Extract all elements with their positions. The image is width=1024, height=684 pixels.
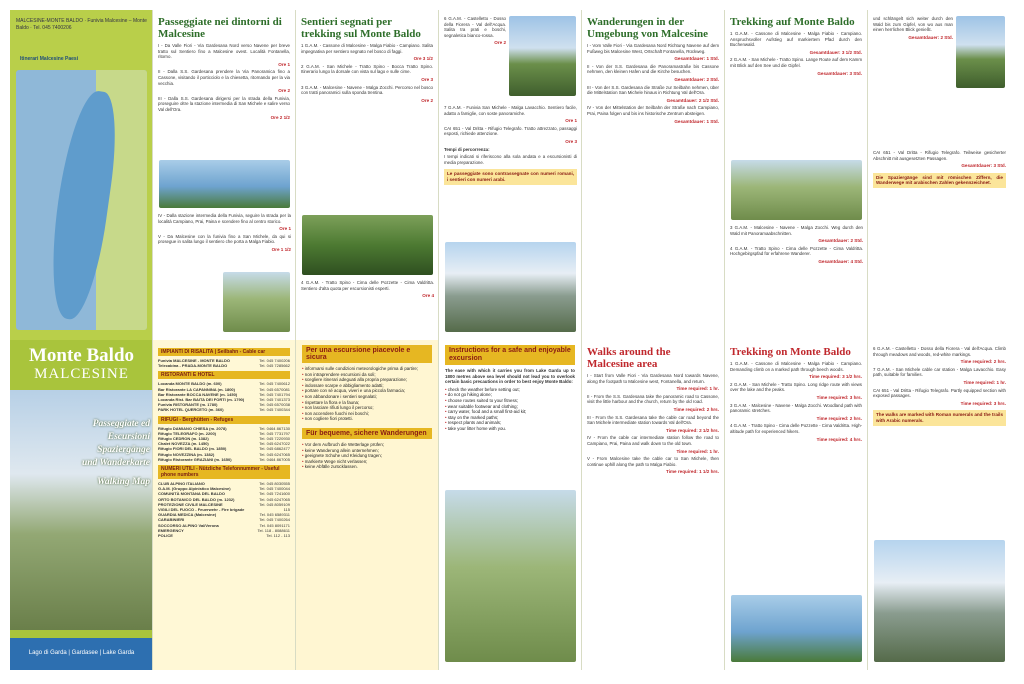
walk-text: III - From the S.S. Gardesana take the cable car road beyond the San Michele intermediate station towards Val dell'Ora. [587, 414, 719, 426]
section-head-lifts: IMPIANTI DI RISALITA | Seilbahn - Cable car [158, 348, 290, 356]
list-item: • check the weather before setting out; [445, 387, 575, 393]
list-item: • take your litter home with you. [445, 426, 575, 432]
walk-time: Time required: 1 hr. [676, 386, 719, 392]
contact-row [158, 533, 290, 538]
tips-text: I tempi indicati si riferiscono alla sola andata e a escursionisti di media preparazione. [444, 154, 577, 165]
map-caption: MALCESINE-MONTE BALDO · Funivia Malcesine – Monte Baldo · Tel. 045 7400206 [16, 18, 147, 31]
contact-name: PROTEZIONE CIVILE MALCESINE [158, 501, 223, 507]
walks-it-title: Passeggiate nei dintorni di Malcesine [158, 16, 282, 40]
trails-it-continued-lower [444, 105, 577, 185]
contact-name: CLUB ALPINO ITALIANO [158, 481, 205, 487]
trail-text: 4 G.A.M. - Tratto Spino - Cima delle Pozzette - Cima Valdritta. Sentiero d'alta quota per escursionisti esperti. [301, 280, 434, 291]
contact-phone: Tel. 045 7400344 [259, 407, 290, 413]
trail-text: und schlängelt sich weiter durch den Wald bis zum Gipfel, von wo aus man einen herrlichen Blick genießt. [873, 16, 953, 33]
walk-time: Time required: 1 1/2 hrs. [665, 469, 719, 475]
contact-row [158, 457, 290, 462]
trail-text: 3 G.A.M. - Malcesine - Navene - Malga Zocchi. Woodland path with panoramic stretches. [730, 402, 862, 414]
bottom-half [10, 340, 1014, 670]
trail-time: Gesamtdauer: 3 Std. [817, 70, 862, 76]
trail-time: Ore 3 [421, 76, 433, 82]
contact-name: Telecabina - PRADA-MONTE BALDO [158, 363, 228, 369]
walks-it-body [158, 43, 290, 120]
contact-name: Rifugio CEDRON (m. 1382) [158, 436, 209, 442]
list-item: • markierte Wege nicht verlassen; [302, 459, 432, 465]
trek-de-panel [725, 10, 868, 340]
trail-time: Gesamtdauer: 3 Std. [961, 163, 1006, 169]
walk-text: II - Dalla S.S. Gardesana prendere la Via Panoramica fino a Cassone, visitando il porticciolo e la chiesetta, ritornando per la via vecchia. [158, 69, 290, 86]
contact-phone: Tel. 045 6570038 [259, 402, 290, 408]
trail-time: Ore 4 [422, 293, 434, 299]
contact-phone: Tel. 112 - 113 [266, 533, 290, 539]
contact-phone: Tel. 045 6247065 [259, 451, 290, 457]
contacts-panel [153, 340, 296, 670]
section-head-numbers: NUMERI UTILI - Nützliche Telefonnummer - Useful phone numbers [158, 465, 290, 479]
contact-name: Bar Ristorante BOCCA NAVENE (m. 1450) [158, 391, 238, 397]
contact-phone: Tel. 118 - 8088611 [257, 527, 290, 533]
trail-text: 2 G.A.M. - San Michele - Tratto Spino. Long ridge route with views over the lake and the peaks. [730, 381, 862, 393]
trail-text: CAI 651 - Val Dritta - Rifugio Telegrafo. Teilweise gesicherter Abschnitt mit ausgesetzten Passagen. [873, 150, 1006, 161]
contact-name: Rifugio FIORI DEL BALDO (m. 1850) [158, 446, 227, 452]
contact-name: GUARDIA MEDICA (Malcesine) [158, 512, 217, 518]
walk-text: IV - From the cable car intermediate station follow the road to Campiano, Prai, Paina and walk down to the old town. [587, 435, 719, 446]
trail-text: CAI 651 - Val Dritta - Rifugio Telegrafo. Partly equipped section with exposed passages. [873, 387, 1006, 399]
walks-de-panel [582, 10, 725, 340]
walk-text: V - Da Malcesine con la funivia fino a San Michele, da qui si prosegue in salita lungo il sentiero che porta a Malga Fiabio. [158, 233, 291, 245]
summit-photo [956, 16, 1005, 88]
contact-name: COMUNITÀ MONTANA DEL BALDO [158, 491, 226, 497]
trail-time: Gesamtdauer: 4 Std. [818, 258, 863, 264]
list-item: • non abbandonare i sentieri segnalati; [302, 394, 432, 400]
numbers-list [158, 481, 290, 538]
contact-phone: Tel. 045 7220930 [259, 436, 290, 442]
trek-de-continued-lower [873, 150, 1006, 188]
contact-name: Funivia MALCESINE - MONTE BALDO [158, 358, 230, 363]
walk-text: I - Vom Valle Fiori - Via Gardesana Nord Richtung Navene auf dem Fußweg bis Malcesine West, Ortschaft Fontanella, Rückweg. [587, 43, 719, 54]
trail-time: Time required: 3 1/2 hrs. [808, 374, 862, 380]
trail-text: 4 G.A.M. - Tratto Spino - Cima delle Pozzette - Cima Valdritta. Hochgebirgspfad für erfahrene Wanderer. [730, 245, 863, 257]
list-item: • non cogliere fiori protetti. [302, 416, 432, 422]
walk-time: Ore 1 1/2 [271, 246, 291, 252]
walk-text: II - From the S.S. Gardesana take the panoramic road to Cassone, visit the little harbour and the church, return by the old road. [587, 393, 719, 405]
ridge-photo [874, 540, 1005, 662]
list-item: • carry water, food and a small first-aid kit; [445, 409, 575, 415]
trek-en-body [730, 361, 862, 442]
trek-de-continued-panel [868, 10, 1011, 340]
contact-phone: Tel. 045 8091171 [259, 522, 290, 528]
contact-phone: Tel. 045 8059109 [259, 501, 290, 507]
trail-time: Time required: 3 hrs. [816, 394, 862, 400]
list-item: • stay on the marked paths; [445, 415, 575, 421]
walks-de-title: Wanderungen in der Umgebung von Malcesine [587, 16, 708, 40]
trek-de-body-lower [730, 225, 863, 267]
walks-en-body [587, 373, 719, 475]
contact-name: G.A.M. (Gruppo Alpinistico Malcesine) [158, 486, 231, 492]
trails-it-body-lower [301, 280, 434, 301]
cover-line: Walking Map [97, 477, 150, 487]
trail-time: Gesamtdauer: 2 Std. [818, 238, 863, 244]
safety-it-list [302, 366, 432, 422]
trek-de-continued-body [873, 16, 953, 40]
trekkers-photo [731, 160, 862, 220]
list-item: • keine Wanderung allein unternehmen; [302, 448, 432, 454]
trek-en-title: Trekking on Monte Baldo [730, 346, 851, 358]
lake-photo [159, 160, 290, 208]
safety-it-title: Per una escursione piacevole e sicura [302, 345, 432, 363]
cover-subtitle: MALCESINE [34, 366, 129, 382]
mountain-photo [509, 16, 576, 96]
contact-phone: Tel. 045 7731797 [259, 430, 290, 436]
contact-name: ORTO BOTANICO DEL BALDO (m. 1232) [158, 496, 235, 502]
contact-phone: Tel. 045 7285662 [259, 363, 290, 369]
contact-name: Chalet NOVEZZA (m. 1450) [158, 441, 209, 447]
contact-name: POLICE [158, 533, 173, 539]
walk-time: Ore 1 [278, 61, 290, 67]
cover-line: Spaziergänge [97, 445, 150, 455]
walks-it-panel [153, 10, 296, 340]
contact-phone: Tel. 045 6570081 [259, 386, 290, 392]
trail-time: Time required: 3 hrs. [960, 400, 1006, 406]
trail-text: 6 G.A.M. - Castelletto - Dosso della Fiorera - Val dell'Acqua. Salita tra prati e boschi, segnaletica bianco-rossa. [444, 16, 506, 38]
map-route-label: Itinerari Malcesine Paesi [20, 56, 79, 62]
trek-de-title: Trekking auf Monte Baldo [730, 16, 855, 28]
safety-en-title: Instructions for a safe and enjoyable excursion [445, 345, 575, 365]
contact-name: Bar Ristorante LA CAPANNINA (m. 1800) [158, 386, 235, 392]
contact-phone: Tel. 045 7401373 [259, 397, 290, 403]
forest-photo [302, 215, 433, 275]
cover-footer: Lago di Garda | Gardasee | Lake Garda [10, 638, 153, 670]
lifts-list [158, 358, 290, 368]
map-panel [10, 10, 153, 340]
contact-phone: Tel. 045 6589311 [259, 512, 290, 518]
contact-row [158, 407, 290, 412]
cover-line: Passeggiate ed [92, 419, 150, 429]
walk-time: Time required: 2 hrs. [673, 406, 719, 412]
contact-phone: Tel. 045 7400612 [259, 381, 290, 387]
contact-name: PARK HOTEL QUERCETO (m. 360) [158, 407, 224, 413]
list-item: • keine Abfälle zurücklassen. [302, 464, 432, 470]
trails-it-panel [296, 10, 439, 340]
safety-de-title: Für bequeme, sichere Wanderungen [302, 428, 432, 439]
walk-time: Time required: 1 hr. [676, 448, 719, 454]
contact-name: Rifugio TELEGRAFO (m. 2200) [158, 430, 217, 436]
trek-en-continued-body [873, 346, 1006, 426]
walk-time: Gesamtdauer: 1 Std. [674, 118, 719, 124]
lakeview-photo [731, 595, 862, 662]
list-item: • indossare scarpe e abbigliamento adatti; [302, 383, 432, 389]
family-hikers-photo [445, 490, 576, 662]
walk-time: Time required: 2 1/2 hrs. [665, 427, 719, 433]
trail-time: Time required: 4 hrs. [816, 436, 862, 442]
trail-time: Time required: 2 hrs. [816, 415, 862, 421]
hikers-photo [223, 272, 290, 332]
cover-title: Monte Baldo [28, 345, 135, 366]
trek-en-panel [725, 340, 868, 670]
contact-name: Rifugio Ristorante GRAZIANI (m. 1650) [158, 456, 232, 462]
trail-time: Gesamtdauer: 3 1/2 Std. [809, 49, 862, 55]
walk-text: III - Von der S.S. Gardesana die Straße zur Seilbahn nehmen, über die Mittelstation San Michele hinaus in Richtung Val dell'Ora. [587, 84, 719, 96]
walks-en-panel [582, 340, 725, 670]
list-item: • geeignete Schuhe und Kleidung tragen; [302, 453, 432, 459]
contact-phone: Tel. 045 7400044 [259, 486, 290, 492]
trail-time: Time required: 2 hrs. [960, 359, 1006, 365]
list-item: • portare con sé acqua, viveri e una piccola farmacia; [302, 388, 432, 394]
contact-name: VIGILI DEL FUOCO - Feuerwehr - Fire brigade [158, 507, 245, 513]
trails-it-continued-body [444, 16, 506, 46]
trail-text: 7 G.A.M. - Funivia San Michele - Malga Lavacchio. Sentiero facile, adatto a famiglie, con soste panoramiche. [444, 105, 577, 116]
trail-time: Time required: 1 hr. [963, 379, 1006, 385]
walk-time: Ore 2 1/2 [270, 114, 290, 120]
safety-en-panel [439, 340, 582, 670]
trail-text: 1 G.A.M. - Cassone di Malcesine - Malga Fiabio - Campiano. Demanding climb on a marked path through beech woods. [730, 361, 862, 372]
list-item: • non accendere fuochi nei boschi; [302, 411, 432, 417]
contact-name: Rifugio NOVEZZINA (m. 1382) [158, 451, 215, 457]
cover-panel [10, 340, 153, 670]
safety-en-list [445, 385, 575, 434]
contact-name: Locanda Rist. Bar BAITA DEI FORTI (m. 1790) [158, 397, 245, 403]
contact-phone: 115 [283, 507, 290, 513]
trails-it-body [301, 43, 433, 103]
list-item: • rispettare la flora e la fauna; [302, 400, 432, 406]
trail-time: Gesamtdauer: 2 Std. [908, 34, 953, 40]
contact-phone: Tel. 045 7241600 [259, 491, 290, 497]
walk-text: IV - Von der Mittelstation der Seilbahn der Straße nach Campiano, Prai, Paina folgen und bis ins historische Zentrum absteigen. [587, 105, 719, 116]
restaurants-list [158, 381, 290, 412]
trail-text: CAI 651 - Val Dritta - Rifugio Telegrafo. Tratto attrezzato, passaggi esposti, richiede attenzione. [444, 125, 577, 137]
peaks-photo [445, 242, 576, 332]
contact-phone: Tel. 045 6247022 [259, 441, 290, 447]
legend-note: The walks are marked with Roman numerals and the trails with Arabic numerals. [873, 410, 1006, 425]
walk-text: I - Da Valle Fiori - Via Gardesana Nord verso Navene per breve tratto sul Sentiero fino a Malcesine ovest. Località Fontanella, ritorno. [158, 43, 290, 60]
list-item: • do not go hiking alone; [445, 392, 575, 398]
contact-phone: Tel. 045 6862477 [259, 446, 290, 452]
list-item: • scegliere itinerari adeguati alla propria preparazione; [302, 377, 432, 383]
walk-time: Gesamtdauer: 2 Std. [674, 76, 719, 82]
trail-text: 1 G.A.M. - Cassone di Malcesine - Malga Fiabio - Campiano. Anspruchsvoller Aufstieg auf markiertem Pfad durch den Buchenwald. [730, 31, 862, 48]
contact-phone: Tel. 0464 867005 [259, 456, 290, 462]
contact-name: SOCCORSO ALPINO Val/Verona [158, 522, 219, 528]
contact-name: CARABINIERI [158, 517, 185, 523]
trek-de-body [730, 31, 862, 76]
walk-time: Ore 1 [279, 226, 291, 232]
contact-name: EMERGENCY [158, 527, 184, 533]
trail-time: Ore 3 1/2 [413, 56, 433, 62]
walk-text: IV - Dalla stazione intermedia della Funivia, seguire la strada per la località Campiano, Prai, Paina e scendere fino al centro storico. [158, 213, 291, 224]
refuges-list [158, 426, 290, 462]
walk-text: III - Dalla S.S. Gardesana dirigersi per la strada della Funivia, proseguire oltre la stazione intermedia di San Michele e salire verso Val dell'Ora. [158, 95, 290, 112]
safety-it-de-panel [296, 340, 439, 670]
tips-title: Tempi di percorrenza: [444, 146, 490, 152]
contact-phone: Tel. 045 7401794 [259, 391, 290, 397]
contact-phone: Tel. 045 7400264 [259, 517, 290, 523]
contact-phone: Tel. 045 8030555 [259, 481, 290, 487]
contact-phone: Tel. 0464 867130 [259, 425, 290, 431]
safety-de-list [302, 442, 432, 470]
legend-note: Die Spaziergänge sind mit römischen Ziffern, die Wanderwege mit arabischen Zahlen gekennzeichnet. [873, 173, 1006, 188]
trail-text: 3 G.A.M. - Malcesine - Navene - Malga Zocchi. Percorso nel bosco con tratti panoramici sulla sponda trentina. [301, 84, 433, 96]
walk-time: Gesamtdauer: 2 1/2 Std. [666, 97, 719, 103]
walk-text: I - Start from Valle Fiori - Via Gardesana Nord towards Navene, along the footpath to Malcesine west, Fontanella, and return. [587, 373, 719, 384]
trail-text: 1 G.A.M. - Cassone di Malcesine - Malga Fiabio - Campiano. Salita impegnativa per sentiero segnato nel bosco di faggi. [301, 43, 433, 54]
contact-name: Rifugio DAMIANO CHIESA (m. 2078) [158, 425, 227, 431]
cover-languages [64, 418, 150, 489]
trail-time: Ore 1 [565, 118, 577, 124]
trail-text: 2 G.A.M. - San Michele - Tratto Spino. Lange Route auf dem Kamm mit Blick auf den See und die Gipfel. [730, 57, 862, 68]
cover-line: Escursioni [107, 432, 150, 442]
walks-en-title: Walks around the Malcesine area [587, 346, 671, 370]
contact-phone: Tel. 045 7400206 [259, 358, 290, 363]
trek-en-continued-panel [868, 340, 1011, 670]
trail-text: 6 G.A.M. - Castelletto - Dosso della Fiorera - Val dell'Acqua. Climb through meadows and woods, red-white markings. [873, 346, 1006, 357]
top-half [10, 10, 1014, 340]
legend-note: Le passeggiate sono contrassegnate con numeri romani, i sentieri con numeri arabi. [444, 169, 577, 184]
list-item: • informarsi sulle condizioni meteorologiche prima di partire; [302, 366, 432, 372]
trail-text: 3 G.A.M. - Malcesine - Navene - Malga Zocchi. Weg durch den Wald mit Panoramaabschnitten. [730, 225, 863, 236]
walk-text: V - From Malcesine take the cable car to San Michele, then continue uphill along the path to Malga Fiabio. [587, 456, 719, 467]
walks-de-body [587, 43, 719, 124]
section-head-refuges: RIFUGI - Berghütten - Refuges [158, 416, 290, 424]
contact-name: Funivia RISTORANTE (m. 1780) [158, 402, 218, 408]
walk-time: Gesamtdauer: 1 Std. [674, 56, 719, 62]
list-item: • wear suitable footwear and clothing; [445, 404, 575, 410]
list-item: • respect plants and animals; [445, 420, 575, 426]
trail-text: 4 G.A.M. - Tratto Spino - Cima delle Pozzette - Cima Valdritta. High-altitude path for experienced hikers. [730, 423, 862, 434]
trail-time: Ore 2 [421, 97, 433, 103]
trail-time: Ore 3 [565, 138, 577, 144]
trail-text: 7 G.A.M. - San Michele cable car station - Malga Lavacchio. Easy path, suitable for families. [873, 366, 1006, 378]
area-map [16, 70, 147, 330]
list-item: • non lasciare rifiuti lungo il percorso; [302, 405, 432, 411]
list-item: • non intraprendere escursioni da soli; [302, 372, 432, 378]
walks-it-body-lower [158, 213, 291, 255]
safety-en-intro: The ease with which it carries you from Lake Garda up to 1800 metres above sea level should not lead you to overlook certain basic precautions in order to best enjoy Monte Baldo: [445, 368, 575, 385]
trails-it-continued-panel [439, 10, 582, 340]
trail-text: 2 G.A.M. - San Michele - Tratto Spino - Bocca Tratto Spino. Itinerario lungo la dorsale con vista sul lago e sulle cime. [301, 63, 433, 75]
cover-line: und Wanderkarte [81, 458, 150, 468]
walk-text: II - Von der S.S. Gardesana die Panoramastraße bis Cassone nehmen, den kleinen Hafen und die Kirche besuchen. [587, 63, 719, 75]
trails-it-title: Sentieri segnati per trekking sul Monte Baldo [301, 16, 421, 40]
contact-phone: Tel. 045 6247065 [259, 496, 290, 502]
walk-time: Ore 2 [278, 88, 290, 94]
contact-row [158, 363, 290, 368]
contact-name: Locanda MONTE BALDO (m. 600) [158, 381, 222, 387]
trail-time: Ore 2 [494, 40, 506, 46]
list-item: • Vor dem Aufbruch die Wetterlage prüfen; [302, 442, 432, 448]
brochure-sheet [10, 10, 1014, 670]
section-head-restaurants: RISTORANTI E HOTEL [158, 371, 290, 379]
list-item: • choose routes suited to your fitness; [445, 398, 575, 404]
